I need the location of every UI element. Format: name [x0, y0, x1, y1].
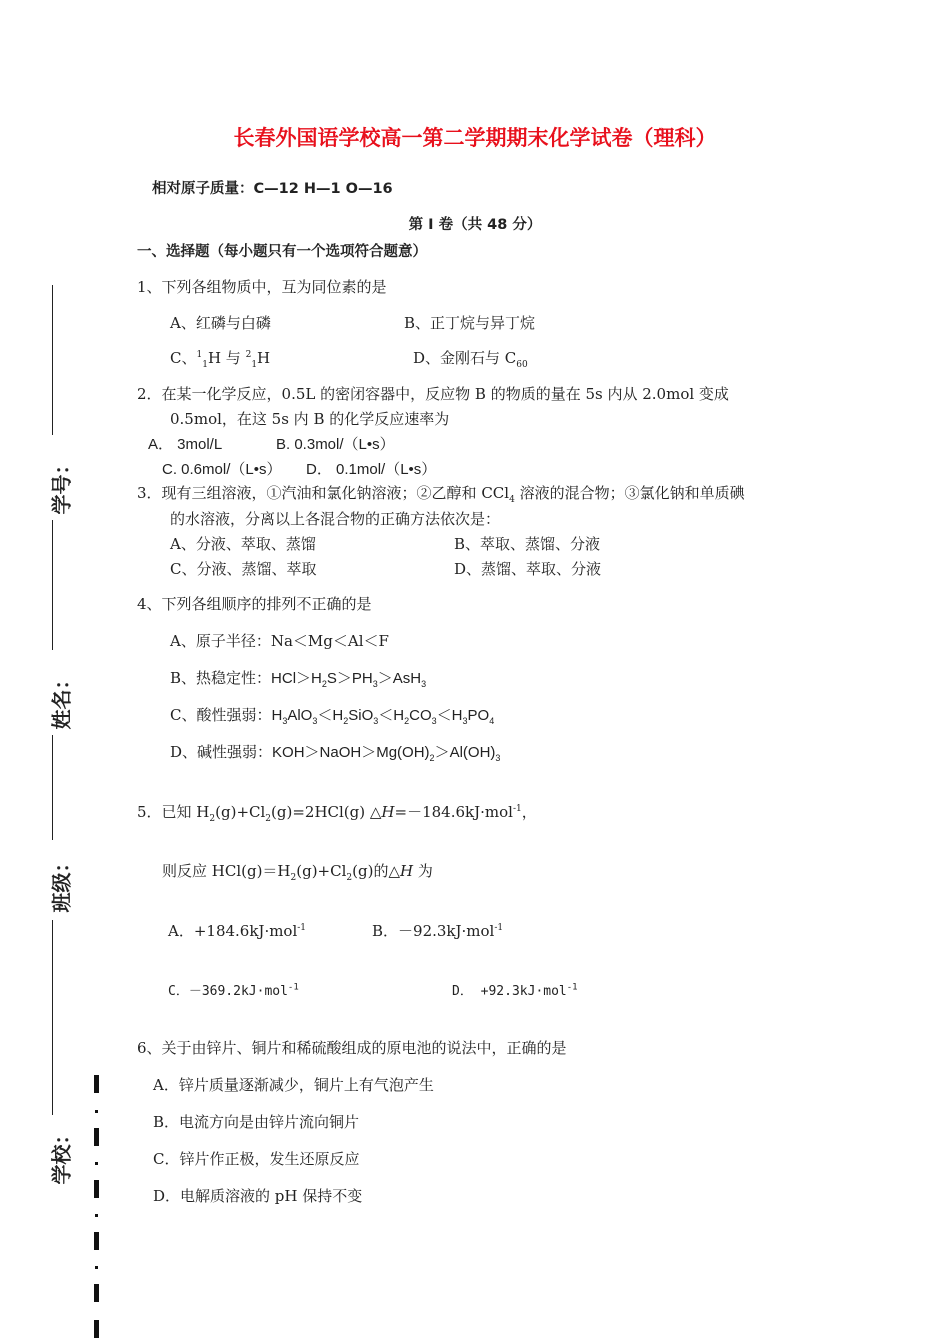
q3-option-c: C、分液、蒸馏、萃取	[170, 560, 317, 578]
q3-option-b: B、萃取、蒸馏、分液	[454, 535, 601, 553]
q1-stem: 1、下列各组物质中，互为同位素的是	[137, 278, 387, 296]
q2-option-c: C. 0.6mol/（L•s）	[162, 461, 282, 478]
q6-option-c: C．锌片作正极，发生还原反应	[153, 1150, 360, 1168]
margin-line	[52, 735, 53, 840]
q2-option-b: B. 0.3mol/（L•s）	[276, 436, 395, 453]
q6-stem: 6、关于由锌片、铜片和稀硫酸组成的原电池的说法中，正确的是	[137, 1039, 567, 1057]
class-label: 班级：	[49, 852, 74, 913]
q5-stem-line1: 5．已知 $H_2(g)+Cl_2(g)=2HCl(g)$ △H=－184.6kJ·mol$^{-1}$，	[137, 803, 537, 824]
q5-option-c: C．－369.2kJ·mol$^{-1}$	[168, 982, 299, 999]
student-no-label: 学号：	[49, 454, 74, 515]
q3-option-d: D、蒸馏、萃取、分液	[454, 560, 602, 578]
q1-option-a: A、红磷与白磷	[170, 314, 271, 332]
name-label: 姓名：	[49, 669, 74, 730]
atomic-mass-note: 相对原子质量：C—12 H—1 O—16	[152, 181, 393, 197]
q1-option-d: D、金刚石与 $C_{60}$	[413, 349, 528, 370]
q4-option-d: D、碱性强弱：$KOH>NaOH>Mg(OH)_2>Al(OH)_3$	[170, 743, 501, 763]
q2-stem-line1: 2．在某一化学反应，0.5L 的密闭容器中，反应物 B 的物质的量在 5s 内从 2.0mol 变成	[137, 385, 729, 403]
q4-option-b: B、热稳定性：$HCl>H_2S>PH_3>AsH_3$	[170, 669, 427, 689]
q3-stem-line1: 3．现有三组溶液，①汽油和氯化钠溶液；②乙醇和 CCl$_4$ 溶液的混合物；③氯化钠和单质碘	[137, 484, 745, 505]
q5-option-b: B．－92.3kJ·mol$^{-1}$	[372, 922, 504, 940]
q4-stem: 4、下列各组顺序的排列不正确的是	[137, 595, 372, 613]
q4-option-a: A、原子半径：Na＜Mg＜Al＜F	[170, 632, 389, 650]
margin-line	[52, 520, 53, 650]
q2-stem-line2: 0.5mol，在这 5s 内 B 的化学反应速率为	[170, 410, 450, 428]
q5-option-d: D． +92.3kJ·mol$^{-1}$	[452, 982, 578, 999]
q2-option-d: D． 0.1mol/（L•s）	[306, 461, 437, 478]
q3-option-a: A、分液、萃取、蒸馏	[170, 535, 316, 553]
q5-option-a: A．+184.6kJ·mol$^{-1}$	[168, 922, 307, 940]
q5-stem-line2: 则反应 $HCl(g)=H_2(g)+Cl_2(g)$的△H 为	[162, 862, 433, 883]
q6-option-b: B．电流方向是由锌片流向铜片	[153, 1113, 360, 1131]
q6-option-d: D．电解质溶液的 pH 保持不变	[153, 1187, 363, 1205]
margin-line	[52, 285, 53, 435]
school-label: 学校：	[49, 1124, 74, 1185]
margin-line	[52, 920, 53, 1115]
q6-option-a: A．锌片质量逐渐减少，铜片上有气泡产生	[153, 1076, 434, 1094]
q1-option-c: C、$^1_1$H 与 $^2_1$H	[170, 349, 271, 370]
q3-stem-line2: 的水溶液，分离以上各混合物的正确方法依次是：	[170, 510, 501, 528]
section-heading: 第 I 卷（共 48 分）	[408, 217, 542, 233]
part-heading: 一、选择题（每小题只有一个选项符合题意）	[137, 244, 427, 260]
q1-option-b: B、正丁烷与异丁烷	[404, 314, 536, 332]
q2-option-a: A． 3mol/L	[148, 436, 223, 453]
page-title: 长春外国语学校高一第二学期期末化学试卷（理科）	[233, 126, 717, 150]
q4-option-c: C、酸性强弱：$H_3AlO_3<H_2SiO_3<H_2CO_3<H_3PO_4$	[170, 706, 495, 726]
